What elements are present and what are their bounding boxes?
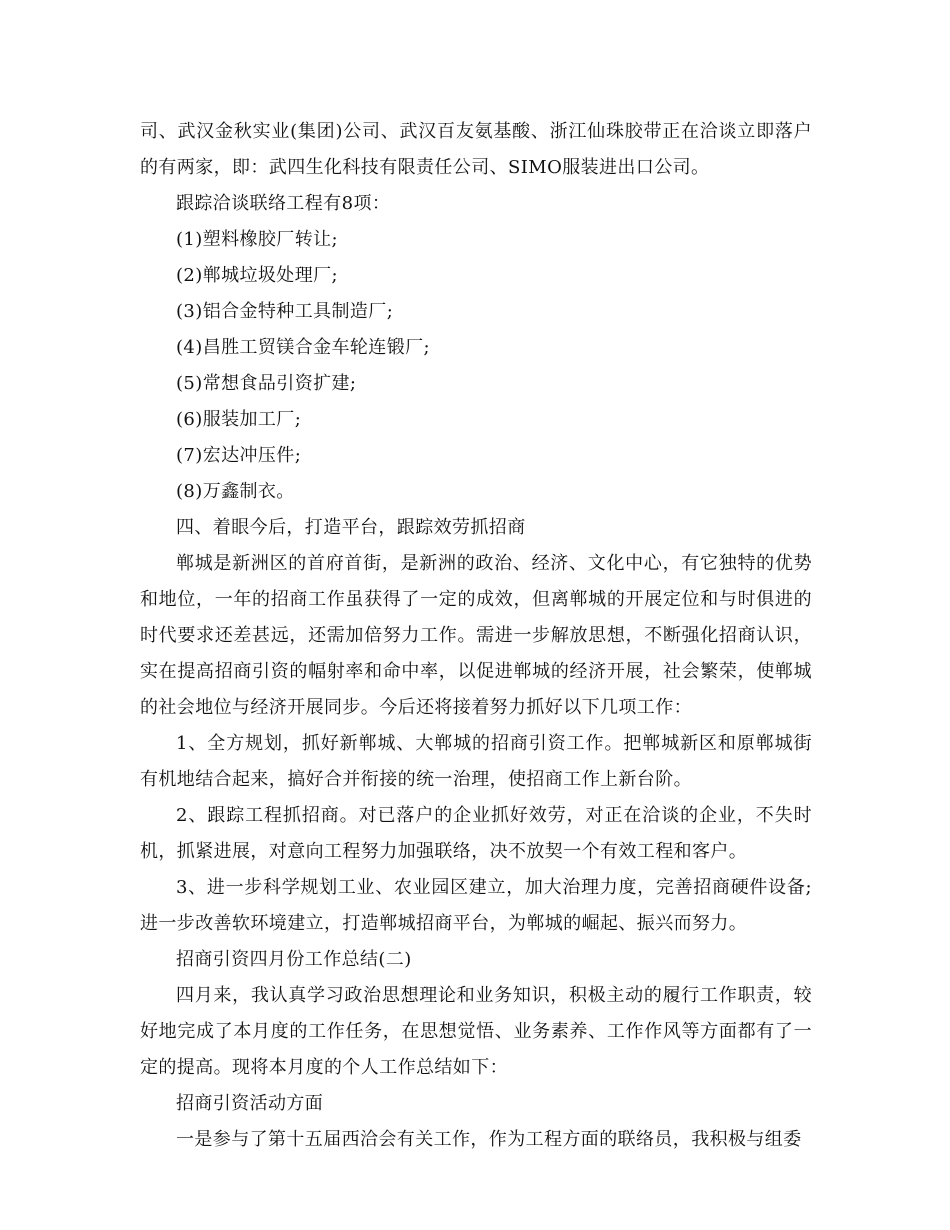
list-item-8: (8)万鑫制衣。	[176, 481, 295, 502]
paragraph-7: 四月来，我认真学习政治思想理论和业务知识，积极主动的履行工作职责，较好地完成了本月度的工作任务，在思想觉悟、业务素养、工作作风等方面都有了一定的提高。现将本月度的个人工作总结如下：	[140, 985, 812, 1078]
document-page	[140, 114, 812, 1158]
paragraph-6: 3、进一步科学规划工业、农业园区建立，加大治理力度，完善招商硬件设备;进一步改善软环境建立，打造郸城招商平台，为郸城的崛起、振兴而努力。	[140, 877, 812, 934]
list-item-4: (4)昌胜工贸镁合金车轮连锻厂;	[176, 337, 430, 358]
subsection-heading: 招商引资活动方面	[176, 1093, 324, 1114]
list-item-6: (6)服装加工厂;	[176, 409, 302, 430]
paragraph-3: 郸城是新洲区的首府首街，是新洲的政治、经济、文化中心，有它独特的优势和地位，一年的招商工作虽获得了一定的成效，但离郸城的开展定位和与时俱进的时代要求还差甚远，还需加倍努力工作。需进一步解放思想，不断强化招商认识，实在提高招商引资的幅射率和命中率，以促进郸城的经济开展，社会繁荣，使郸城的社会地位与经济开展同步。今后还将接着努力抓好以下几项工作：	[140, 553, 812, 718]
list-item-5: (5)常想食品引资扩建;	[176, 373, 357, 394]
list-item-2: (2)郸城垃圾处理厂;	[176, 265, 338, 286]
list-item-7: (7)宏达冲压件;	[176, 445, 302, 466]
paragraph-5: 2、跟踪工程抓招商。对已落户的企业抓好效劳，对正在洽谈的企业，不失时机，抓紧进展，对意向工程努力加强联络，决不放契一个有效工程和客户。	[140, 805, 812, 862]
list-item-3: (3)铝合金特种工具制造厂;	[176, 301, 394, 322]
document-subtitle: 招商引资四月份工作总结(二)	[176, 949, 412, 970]
section-heading-4: 四、着眼今后，打造平台，跟踪效劳抓招商	[176, 517, 526, 538]
paragraph-4: 1、全方规划，抓好新郸城、大郸城的招商引资工作。把郸城新区和原郸城街有机地结合起来，搞好合并衔接的统一治理，使招商工作上新台阶。	[140, 733, 812, 790]
paragraph-2: 跟踪洽谈联络工程有8项：	[176, 193, 391, 214]
paragraph-8: 一是参与了第十五届西洽会有关工作，作为工程方面的联络员，我积极与组委	[176, 1129, 802, 1150]
paragraph-1: 司、武汉金秋实业(集团)公司、武汉百友氨基酸、浙江仙珠胶带正在洽谈立即落户的有两家，即：武四生化科技有限责任公司、SIMO服装进出口公司。	[140, 121, 812, 178]
list-item-1: (1)塑料橡胶厂转让;	[176, 229, 338, 250]
